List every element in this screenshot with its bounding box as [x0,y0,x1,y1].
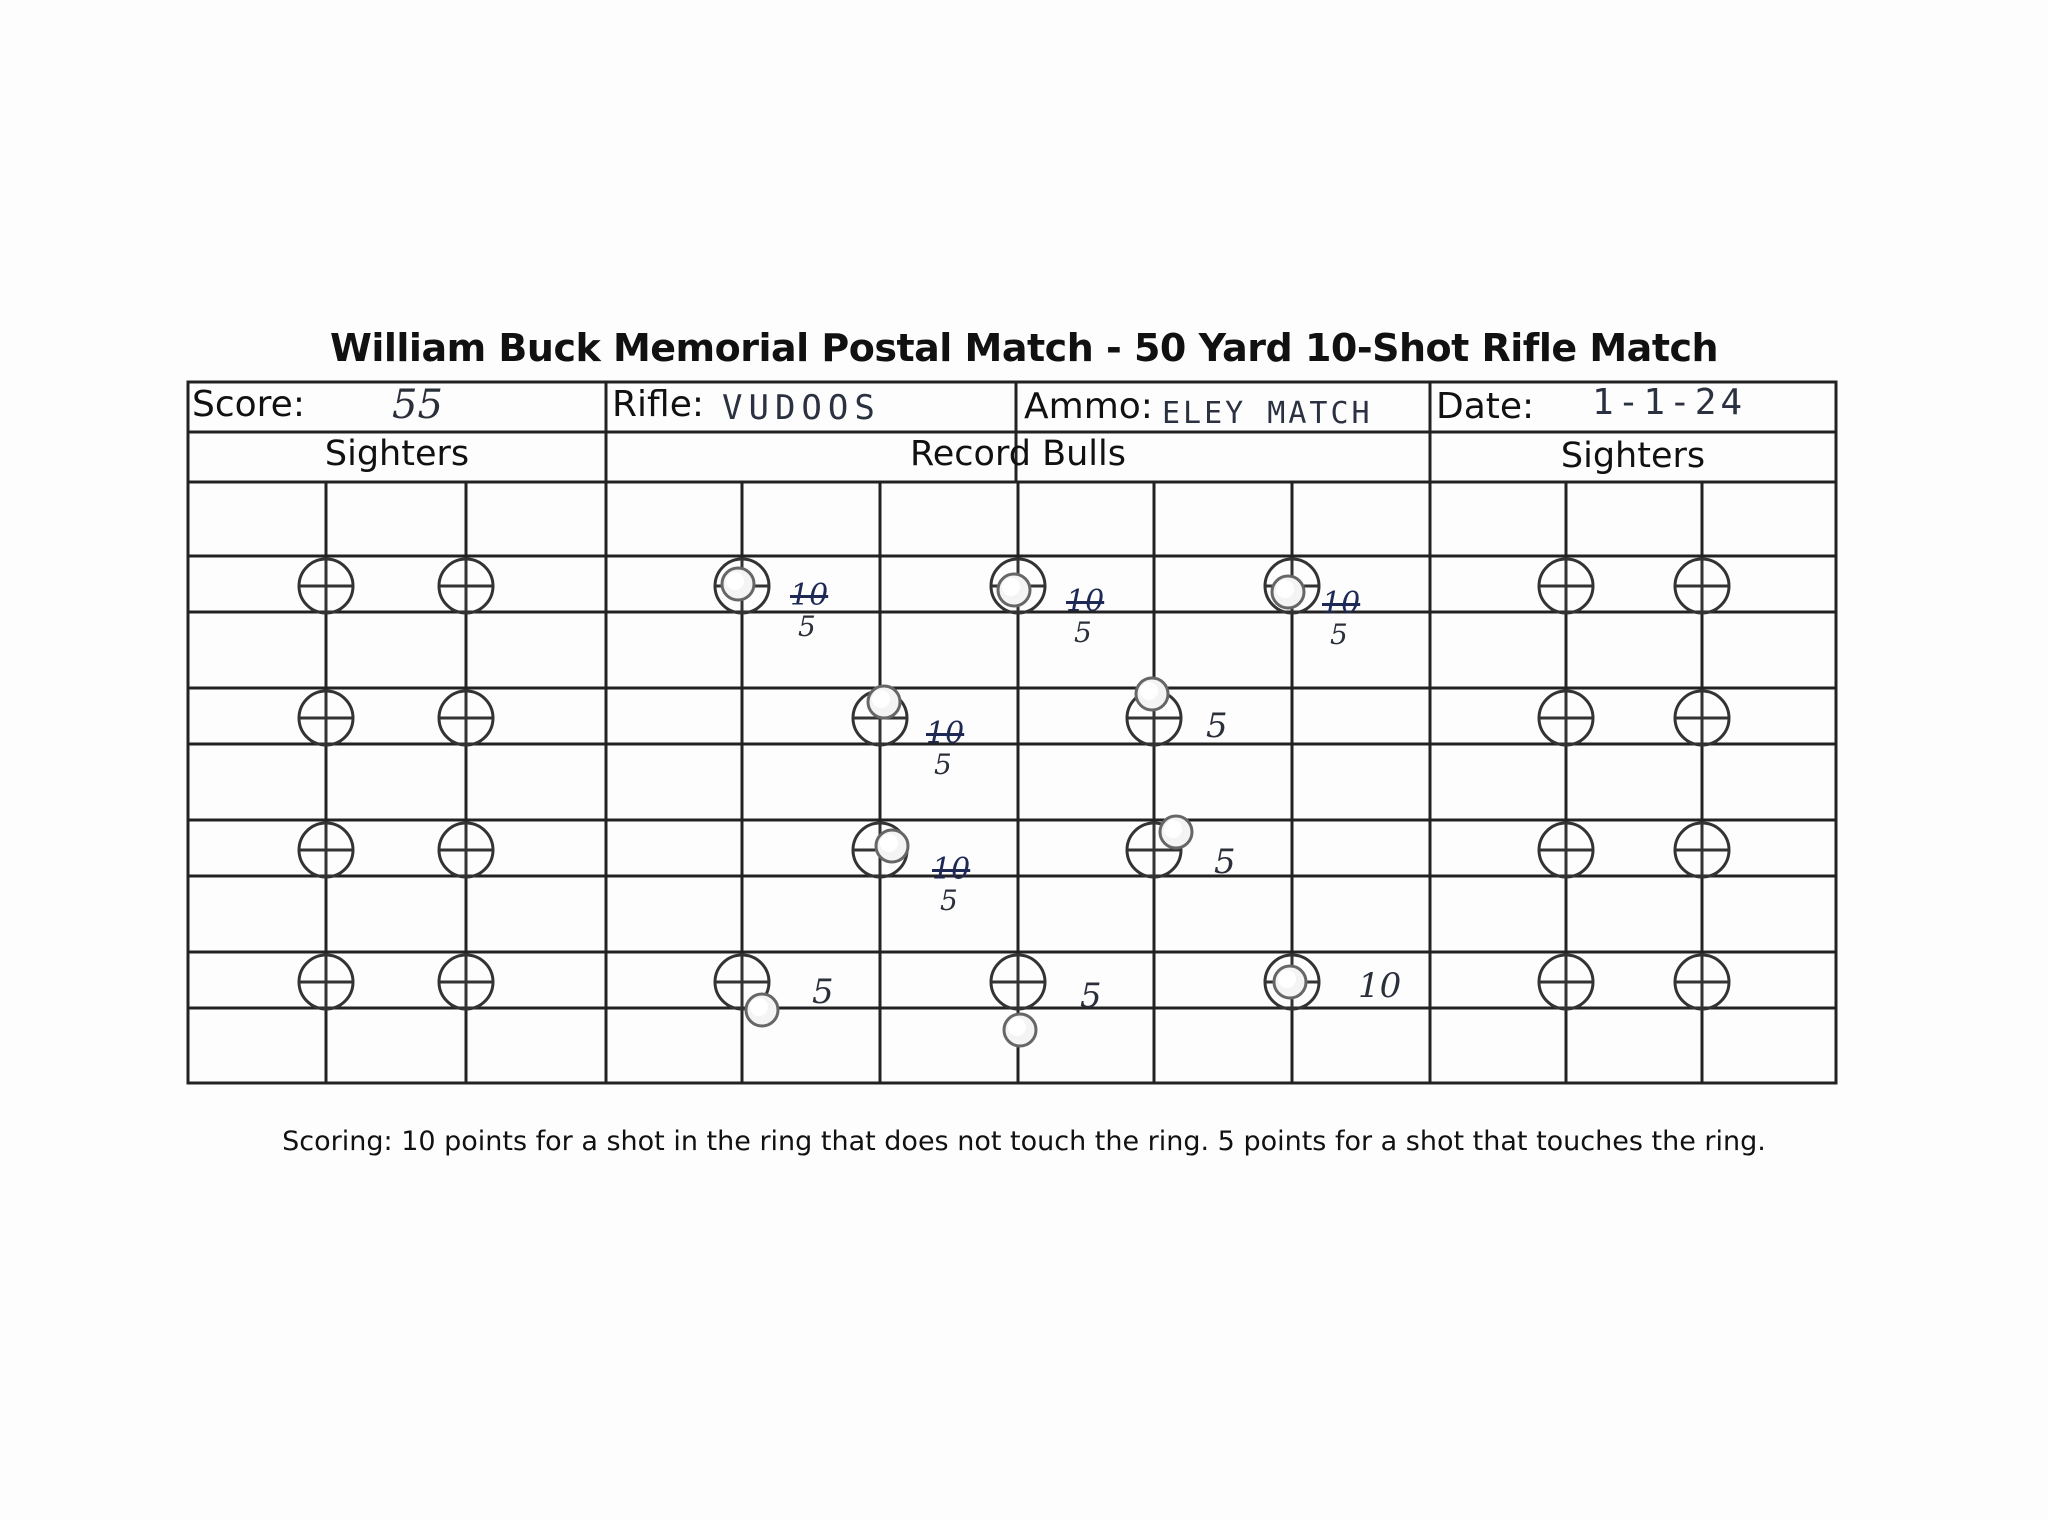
bullet-hole [746,994,778,1026]
final-score: 10 [1358,966,1402,1006]
hole-center [1164,820,1182,838]
final-score: 5 [1080,976,1102,1016]
final-score: 5 [1214,842,1236,882]
struck-score: 10 [790,578,829,613]
sighter-target [439,823,493,877]
sighter-target [1539,823,1593,877]
hole-center [1278,970,1296,988]
score-value: 55 [392,382,443,428]
struck-score: 10 [932,852,971,887]
final-score: 5 [798,610,816,643]
hole-center [1276,580,1294,598]
bullet-hole [1160,816,1192,848]
hole-center [880,834,898,852]
match-title: William Buck Memorial Postal Match - 50 Yard 10-Shot Rifle Match [329,326,1719,370]
final-score: 5 [812,972,834,1012]
date-label: Date: [1436,386,1535,427]
left-sighters-header: Sighters [324,434,470,474]
sighter-target [1675,559,1729,613]
sighter-target [1675,691,1729,745]
final-score: 5 [1206,706,1228,746]
sighter-target [299,955,353,1009]
hole-center [1002,578,1020,596]
hole-center [726,572,744,590]
ammo-label: Ammo: [1024,386,1153,427]
bullet-hole [868,686,900,718]
final-score: 5 [934,748,952,781]
rifle-label: Rifle: [612,384,704,425]
bullet-hole [722,568,754,600]
sighter-target [439,955,493,1009]
bullet-hole [1004,1014,1036,1046]
sighter-target [1675,823,1729,877]
sighter-target [1539,955,1593,1009]
struck-score: 10 [926,716,965,751]
struck-score: 10 [1066,584,1105,619]
bullet-hole [1274,966,1306,998]
bullet-hole [998,574,1030,606]
score-label: Score: [192,384,305,425]
final-score: 5 [1330,618,1348,651]
sighter-target [439,691,493,745]
final-score: 5 [940,884,958,917]
sighter-target [299,691,353,745]
hole-center [750,998,768,1016]
bullet-hole [1136,678,1168,710]
hole-center [1008,1018,1026,1036]
ammo-value: ELEY MATCH [1162,396,1373,431]
struck-score: 10 [1322,586,1361,621]
sighter-target [299,559,353,613]
bullet-hole [876,830,908,862]
record-bulls-header: Record Bulls [910,434,1126,474]
sighter-target [1675,955,1729,1009]
scoring-rules: Scoring: 10 points for a shot in the ring that does not touch the ring. 5 points for a shot that touches the ring. [282,1126,1766,1157]
record-bull-target [991,955,1045,1009]
hole-center [872,690,890,708]
sighter-target [439,559,493,613]
rifle-value: VUDOOS [722,388,881,428]
final-score: 5 [1074,616,1092,649]
sighter-target [1539,559,1593,613]
sighter-target [1539,691,1593,745]
date-value: 1-1-24 [1592,382,1747,423]
bullet-hole [1272,576,1304,608]
hole-center [1140,682,1158,700]
sighter-target [299,823,353,877]
right-sighters-header: Sighters [1560,436,1706,476]
